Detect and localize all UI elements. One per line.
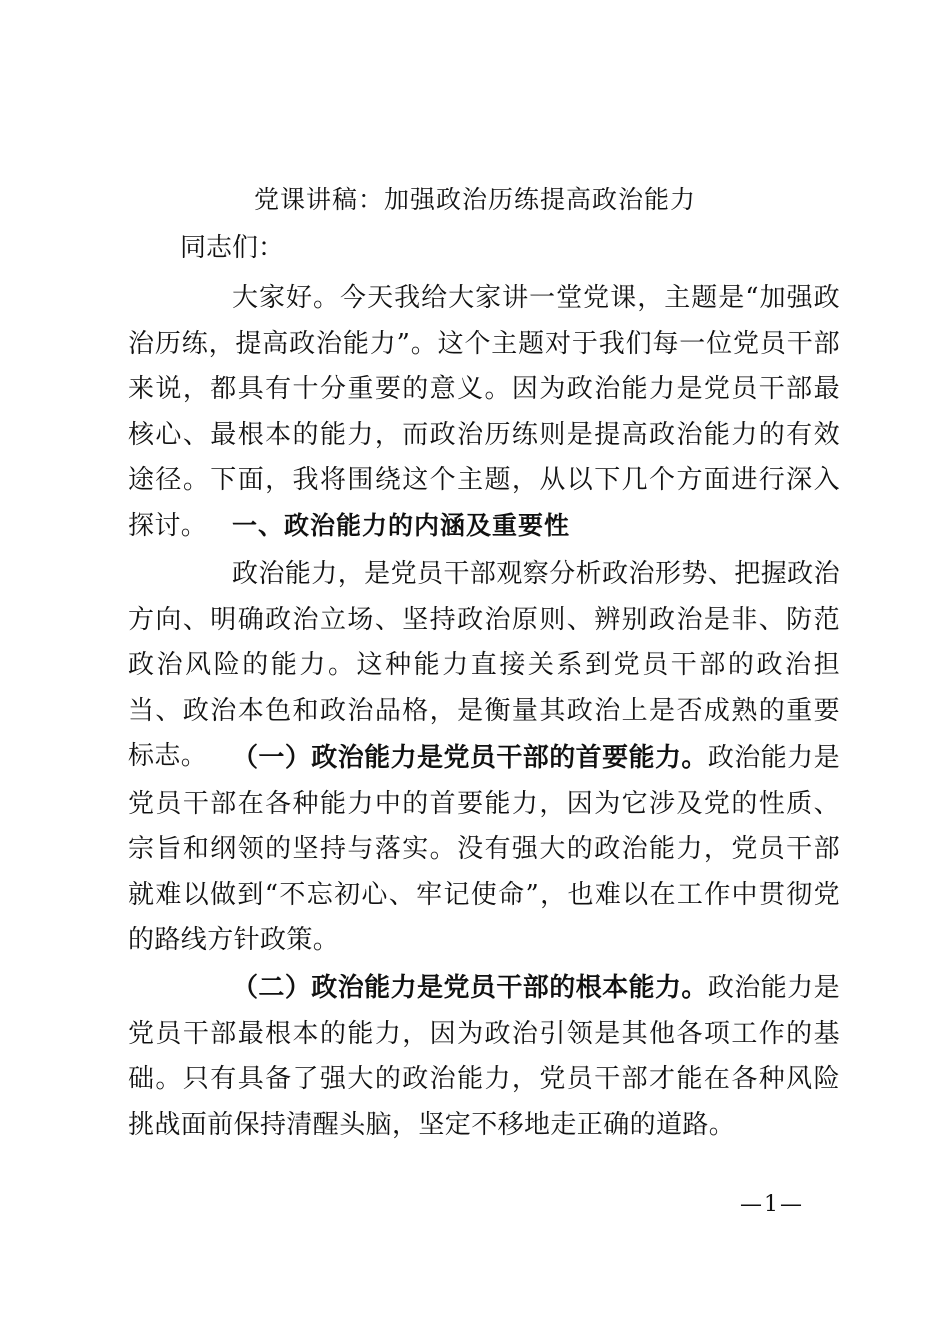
point-one-lead: （一）政治能力是党员干部的首要能力。	[232, 743, 708, 773]
point-one-paragraph	[128, 736, 840, 964]
section-paragraph-text: 政治能力，是党员干部观察分析政治形势、把握政治方向、明确政治立场、坚持政治原则、辨别政治是非、防范政治风险的能力。这种能力直接关系到党员干部的政治担当、政治本色和政治品格，是衡量其政治上是否成熟的重要标志。	[128, 559, 840, 772]
section-heading: 一、政治能力的内涵及重要性	[232, 511, 571, 540]
point-two-paragraph	[128, 966, 840, 1148]
point-two-lead: （二）政治能力是党员干部的根本能力。	[232, 973, 708, 1003]
page-number: —1—	[740, 1192, 804, 1217]
intro-text: 大家好。今天我给大家讲一堂党课，主题是“加强政治历练，提高政治能力”。这个主题对于我们每一位党员干部来说，都具有十分重要的意义。因为政治能力是党员干部最核心、最根本的能力，而政治历练则是提高政治能力的有效途径。下面，我将围绕这个主题，从以下几个方面进行深入探讨。	[128, 283, 840, 541]
point-two-text: 政治能力是党员干部最根本的能力，因为政治引领是其他各项工作的基础。只有具备了强大的政治能力，党员干部才能在各种风险挑战面前保持清醒头脑，坚定不移地走正确的道路。	[128, 973, 840, 1140]
salutation: 同志们：	[180, 233, 285, 263]
point-one-text: 政治能力是党员干部在各种能力中的首要能力，因为它涉及党的性质、宗旨和纲领的坚持与落实。没有强大的政治能力，党员干部就难以做到“不忘初心、牢记使命”，也难以在工作中贯彻党的路线方针政策。	[128, 743, 840, 956]
document-title: 党课讲稿：加强政治历练提高政治能力	[253, 185, 696, 214]
